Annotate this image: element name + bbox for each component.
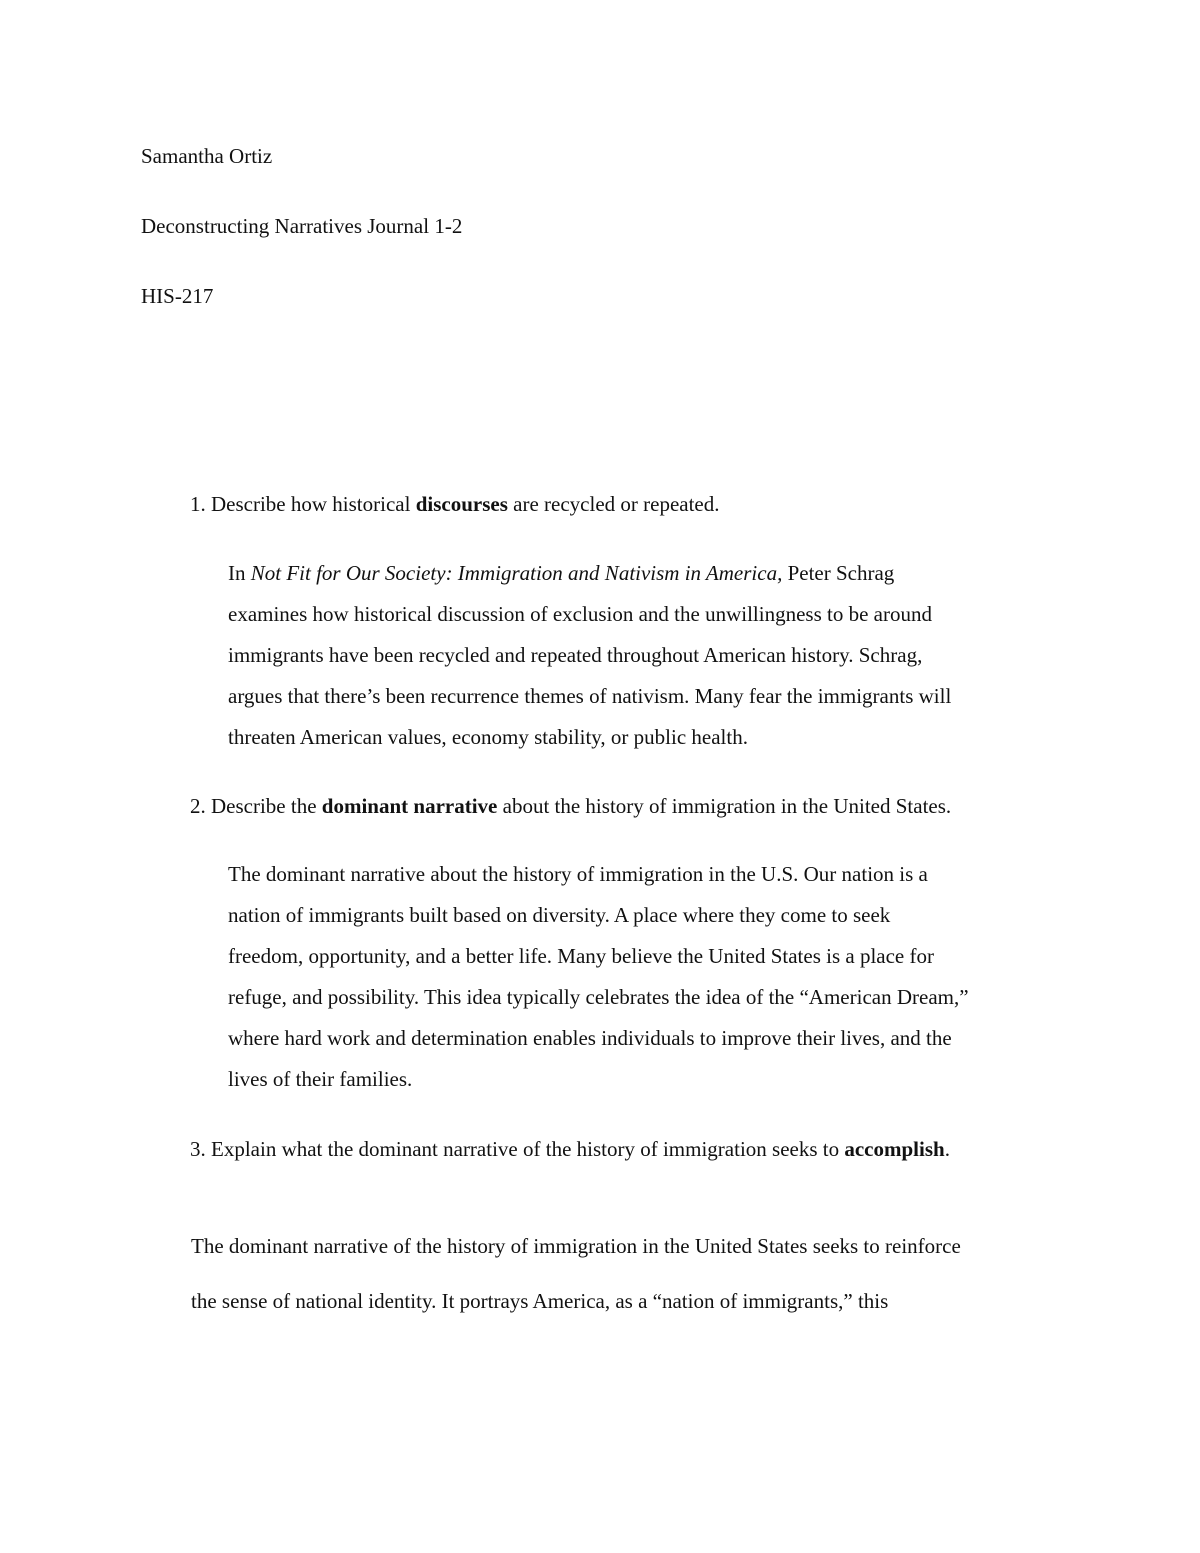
answer-1-line-2: examines how historical discussion of exclusion and the unwillingness to be around xyxy=(228,602,932,626)
answer-2-line-1: The dominant narrative about the history of immigration in the U.S. Our nation is a xyxy=(228,862,928,886)
question-2-number: 2. xyxy=(190,794,206,818)
author-name: Samantha Ortiz xyxy=(141,144,273,168)
assignment-title: Deconstructing Narratives Journal 1-2 xyxy=(141,214,463,238)
question-2-emphasis: dominant narrative xyxy=(321,794,498,818)
answer-1-suffix: Peter Schrag xyxy=(782,561,895,585)
question-1-text-before: Describe how historical xyxy=(211,492,416,516)
answer-1-line-3: immigrants have been recycled and repeated throughout American history. Schrag, xyxy=(228,643,923,667)
answer-2-line-6: lives of their families. xyxy=(228,1067,413,1091)
question-3-number: 3. xyxy=(190,1137,206,1161)
question-1-number: 1. xyxy=(190,492,206,516)
question-3-text-after: . xyxy=(944,1137,950,1161)
answer-2-line-5: where hard work and determination enables individuals to improve their lives, and the xyxy=(228,1026,952,1050)
answer-2-line-2: nation of immigrants built based on diversity. A place where they come to seek xyxy=(228,903,891,927)
answer-1-line-5: threaten American values, economy stability, or public health. xyxy=(228,725,748,749)
answer-1-line-1 xyxy=(228,561,894,586)
answer-2-line-3: freedom, opportunity, and a better life. Many believe the United States is a place for xyxy=(228,944,934,968)
book-title: Not Fit for Our Society: Immigration and Nativism in America, xyxy=(250,561,783,585)
question-1-text-after: are recycled or repeated. xyxy=(507,492,720,516)
answer-1-prefix: In xyxy=(228,561,251,585)
question-1 xyxy=(211,492,720,517)
question-3-emphasis: accomplish xyxy=(844,1137,945,1161)
question-2-text-after: about the history of immigration in the United States. xyxy=(497,794,952,818)
question-3 xyxy=(211,1137,950,1162)
answer-1-line-4: argues that there’s been recurrence themes of nativism. Many fear the immigrants will xyxy=(228,684,952,708)
question-2 xyxy=(211,794,951,819)
answer-3-line-1: The dominant narrative of the history of immigration in the United States seeks to reinforce xyxy=(191,1234,961,1258)
question-3-text-before: Explain what the dominant narrative of the history of immigration seeks to xyxy=(211,1137,845,1161)
question-1-emphasis: discourses xyxy=(415,492,508,516)
answer-3-line-2: the sense of national identity. It portrays America, as a “nation of immigrants,” this xyxy=(191,1289,889,1313)
answer-2-line-4: refuge, and possibility. This idea typically celebrates the idea of the “American Dream,” xyxy=(228,985,969,1009)
course-code: HIS-217 xyxy=(141,284,214,308)
question-2-text-before: Describe the xyxy=(211,794,322,818)
